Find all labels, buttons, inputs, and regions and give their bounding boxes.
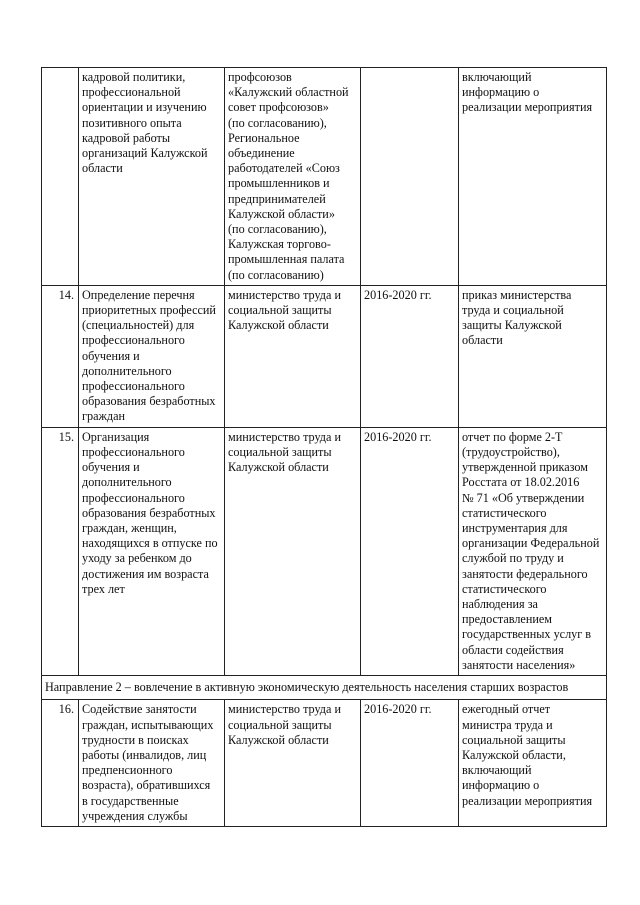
measure-name: Определение перечня приоритетных профессий (специальностей) для профессионального обучения и дополнительного профессионального образования безработных граждан	[79, 285, 225, 427]
deadline: 2016-2020 гг.	[361, 285, 459, 427]
measure-name: кадровой политики, профессиональной ориентации и изучению позитивного опыта кадровой работы организаций Калужской области	[79, 68, 225, 286]
responsible-executor: профсоюзов «Калужский областной совет профсоюзов» (по согласованию), Региональное объединение работодателей «Союз промышленников и предпринимателей Калужской области» (по согласованию), Калужская торгово- промышленная палата (по согласованию)	[225, 68, 361, 286]
row-number	[42, 68, 79, 286]
responsible-executor: министерство труда и социальной защиты Калужской области	[225, 700, 361, 827]
measure-name: Содействие занятости граждан, испытывающих трудности в поисках работы (инвалидов, лиц предпенсионного возраста), обратившихся в государственные учреждения службы	[79, 700, 225, 827]
deadline: 2016-2020 гг.	[361, 427, 459, 675]
table-row	[42, 700, 607, 827]
section-row	[42, 676, 607, 700]
result-form: включающий информацию о реализации мероприятия	[459, 68, 607, 286]
row-number: 16.	[42, 700, 79, 827]
deadline: 2016-2020 гг.	[361, 700, 459, 827]
responsible-executor: министерство труда и социальной защиты Калужской области	[225, 427, 361, 675]
result-form: приказ министерства труда и социальной защиты Калужской области	[459, 285, 607, 427]
measures-table	[41, 67, 607, 827]
table-row	[42, 285, 607, 427]
table-row	[42, 68, 607, 286]
result-form: ежегодный отчет министра труда и социальной защиты Калужской области, включающий информацию о реализации мероприятия	[459, 700, 607, 827]
row-number: 14.	[42, 285, 79, 427]
row-number: 15.	[42, 427, 79, 675]
result-form: отчет по форме 2-Т (трудоустройство), утвержденной приказом Росстата от 18.02.2016 № 71 «Об утверждении статистического инструментария для организации Федеральной службой по труду и занятости федерального статистического наблюдения за предоставлением государственных услуг в области содействия занятости населения»	[459, 427, 607, 675]
measure-name: Организация профессионального обучения и дополнительного профессионального образования безработных граждан, женщин, находящихся в отпуске по уходу за ребенком до достижения им возраста трех лет	[79, 427, 225, 675]
section-heading: Направление 2 – вовлечение в активную экономическую деятельность населения старших возрастов	[42, 676, 607, 700]
responsible-executor: министерство труда и социальной защиты Калужской области	[225, 285, 361, 427]
table-row	[42, 427, 607, 675]
deadline	[361, 68, 459, 286]
